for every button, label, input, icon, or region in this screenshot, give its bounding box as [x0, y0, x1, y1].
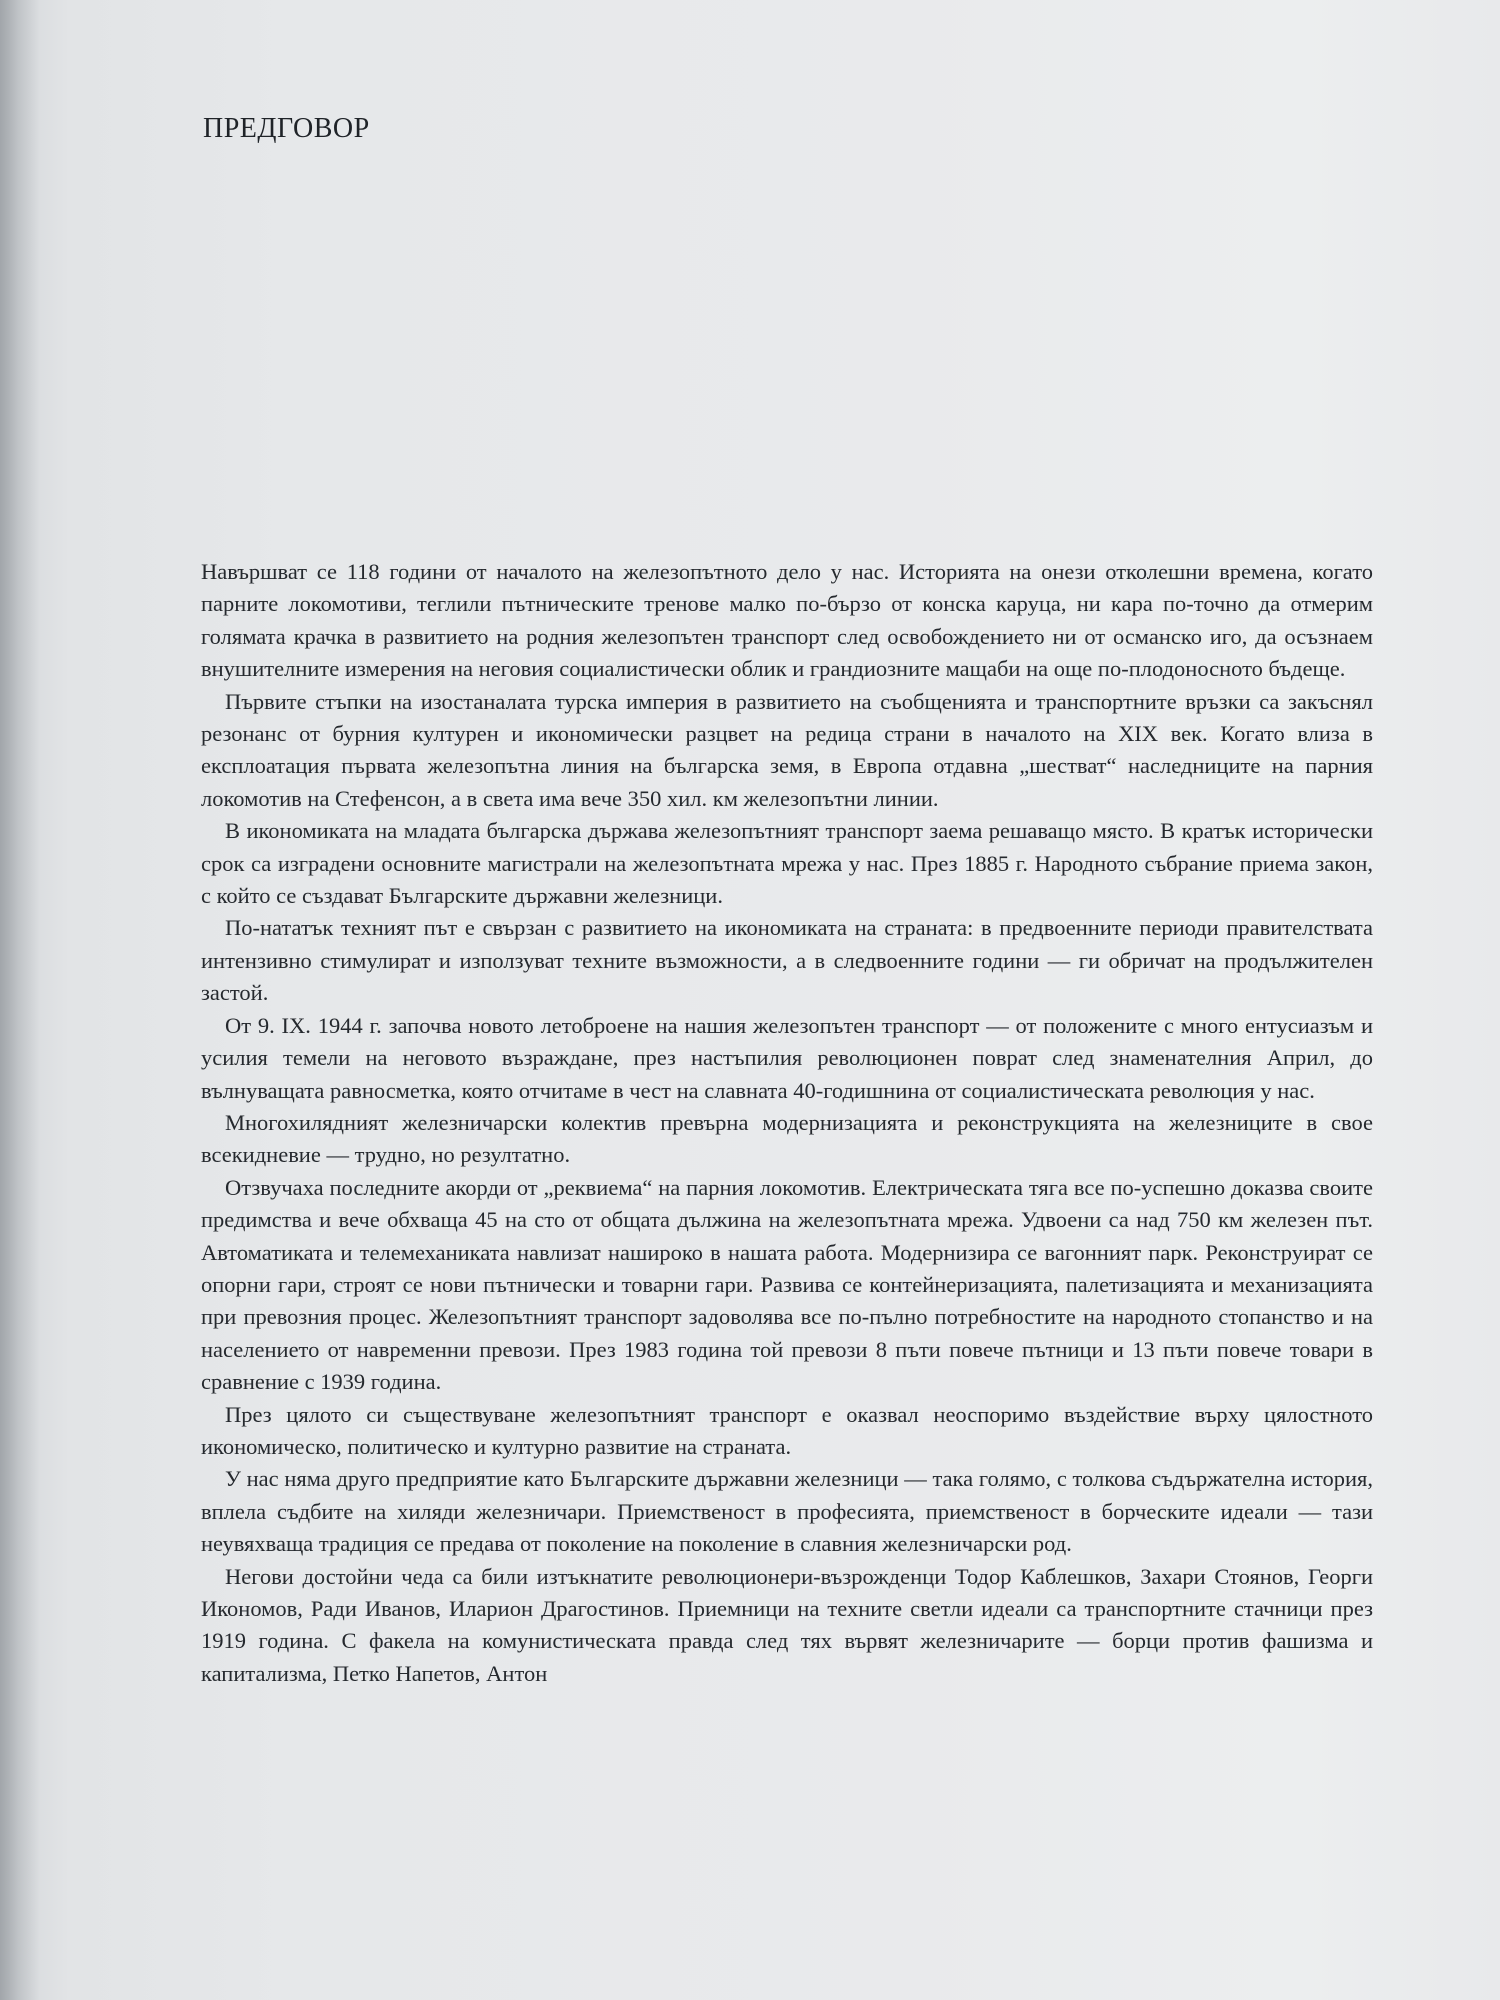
paragraph: Отзвучаха последните акорди от „реквиема“ на парния локомотив. Електрическата тяга все по-успешно доказва своите предимства и вече обхваща 45 на сто от общата дължина на железопътната мрежа. Удвоени са над 750 км железен път. Автоматиката и телемеханиката навлизат нашироко в нашата работа. Модернизира се вагонният парк. Реконструират се опорни гари, строят се нови пътнически и товарни гари. Развива се контейнеризацията, палетизацията и механизацията при превозния процес. Железопътният транспорт задоволява все по-пълно потребностите на народното стопанство и на населението от навременни превози. През 1983 година той превози 8 пъти повече пътници и 13 пъти повече товари в сравнение с 1939 година. — [201, 1174, 1373, 1395]
body-text — [201, 556, 1373, 1690]
page-binding-shadow — [0, 0, 40, 2000]
paragraph: Навършват се 118 години от началото на железопътното дело у нас. Историята на онези отколешни времена, когато парните локомотиви, теглили пътническите тренове малко по-бързо от конска каруца, ни кара по-точно да отмерим голямата крачка в развитието на родния железопътен транспорт след освобождението ни от османско иго, да осъзнаем внушителните измерения на неговия социалистически облик и грандиозните мащаби на още по-плодоносното бъдеще. — [201, 559, 1373, 682]
page-title: ПРЕДГОВОР — [203, 113, 370, 144]
paragraph: През цялото си съществуване железопътният транспорт е оказвал неоспоримо въздействие върху цялостното икономическо, политическо и културно развитие на страната. — [201, 1401, 1373, 1459]
paragraph: Негови достойни чеда са били изтъкнатите революционери-възрожденци Тодор Каблешков, Захари Стоянов, Георги Икономов, Ради Иванов, Иларион Драгостинов. Приемници на техните светли идеали са транспортните стачници през 1919 година. С факела на комунистическата правда след тях вървят железничарите — борци против фашизма и капитализма, Петко Напетов, Антон — [201, 1563, 1373, 1686]
paragraph: У нас няма друго предприятие като Българските държавни железници — така голямо, с толкова съдържателна история, вплела съдбите на хиляди железничари. Приемственост в професията, приемственост в борческите идеали — тази неувяхваща традиция се предава от поколение на поколение в славния железничарски род. — [201, 1466, 1373, 1557]
paragraph: Многохилядният железничарски колектив превърна модернизацията и реконструкцията на железниците в свое всекидневие — трудно, но резултатно. — [201, 1109, 1373, 1168]
paragraph: По-нататък техният път е свързан с развитието на икономиката на страната: в предвоенните периоди правителствата интензивно стимулират и използуват техните възможности, а в следвоенните години — ги обричат на продължителен застой. — [201, 915, 1373, 1006]
paragraph: В икономиката на младата българска държава железопътният транспорт заема решаващо място. В кратък исторически срок са изградени основните магистрали на железопътната мрежа у нас. През 1885 г. Народното събрание приема закон, с който се създават Българските държавни железници. — [201, 818, 1373, 909]
paragraph: Първите стъпки на изостаналата турска империя в развитието на съобщенията и транспортните връзки са закъснял резонанс от бурния културен и икономически разцвет на редица страни в началото на XIX век. Когато влиза в експлоатация първата железопътна линия на българска земя, в Европа отдавна „шестват“ наследниците на парния локомотив на Стефенсон, а в света има вече 350 хил. км железопътни линии. — [201, 688, 1373, 811]
paragraph: От 9. IX. 1944 г. започва новото летоброене на нашия железопътен транспорт — от положените с много ентусиазъм и усилия темели на неговото възраждане, през настъпилия революционен поврат след знаменателния Април, до вълнуващата равносметка, която отчитаме в чест на славната 40-годишнина от социалистическата революция у нас. — [201, 1012, 1373, 1103]
